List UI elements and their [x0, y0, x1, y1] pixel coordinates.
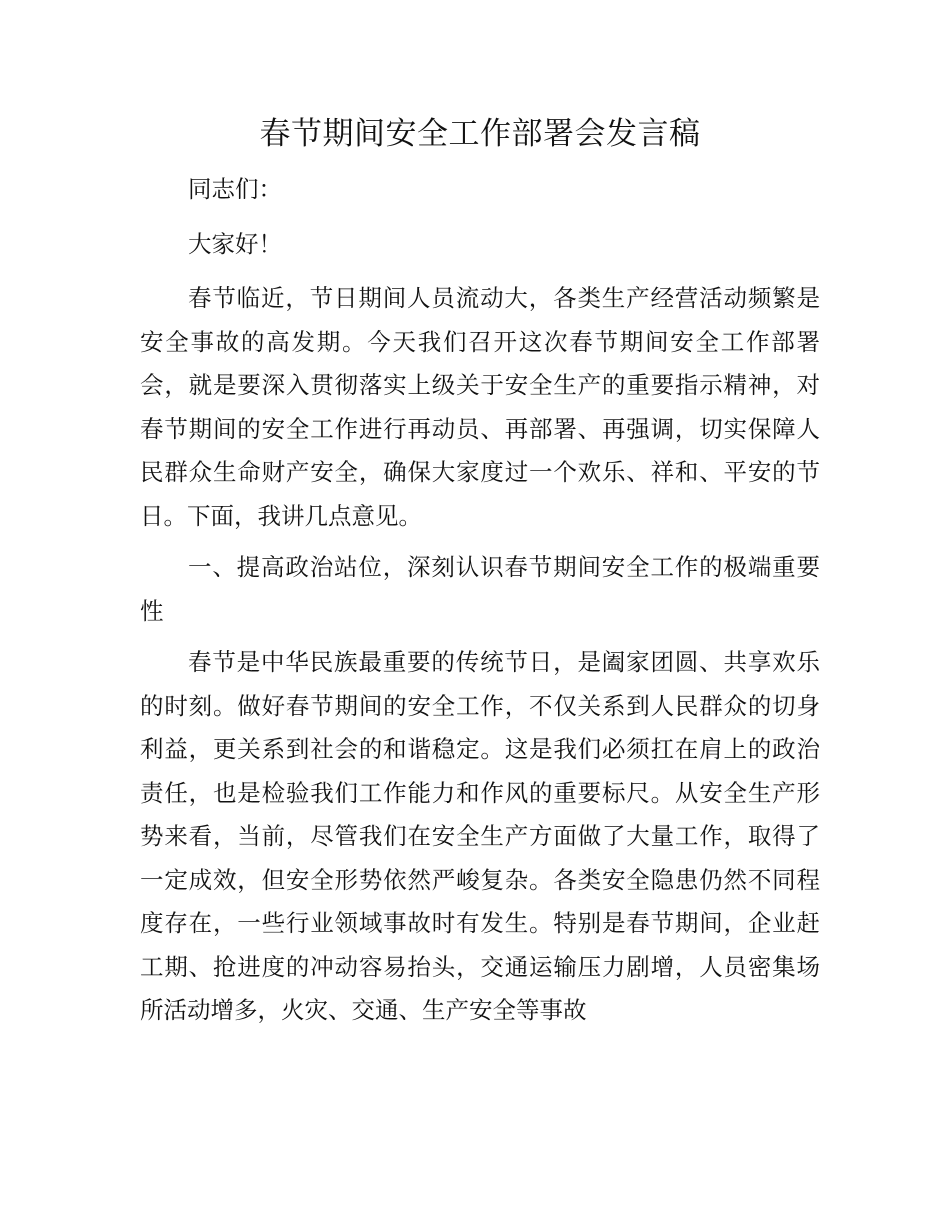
paragraph-intro: 春节临近，节日期间人员流动大，各类生产经营活动频繁是安全事故的高发期。今天我们召开这次春节期间安全工作部署会，就是要深入贯彻落实上级关于安全生产的重要指示精神，对春节期间的安全工作进行再动员、再部署、再强调，切实保障人民群众生命财产安全，确保大家度过一个欢乐、祥和、平安的节日。下面，我讲几点意见。: [140, 284, 820, 530]
paragraph-body: 春节是中华民族最重要的传统节日，是阖家团圆、共享欢乐的时刻。做好春节期间的安全工作，不仅关系到人民群众的切身利益，更关系到社会的和谐稳定。这是我们必须扛在肩上的政治责任，也是检验我们工作能力和作风的重要标尺。从安全生产形势来看，当前，尽管我们在安全生产方面做了大量工作，取得了一定成效，但安全形势依然严峻复杂。各类安全隐患仍然不同程度存在，一些行业领域事故时有发生。特别是春节期间，企业赶工期、抢进度的冲动容易抬头，交通运输压力剧增，人员密集场所活动增多，火灾、交通、生产安全等事故: [140, 648, 820, 1024]
salutation: 同志们：: [188, 175, 282, 203]
section-heading-1: 一、提高政治站位，深刻认识春节期间安全工作的极端重要性: [140, 553, 820, 625]
document-title: 春节期间安全工作部署会发言稿: [259, 116, 701, 152]
greeting: 大家好！: [188, 229, 282, 258]
document-page: [140, 112, 820, 1041]
